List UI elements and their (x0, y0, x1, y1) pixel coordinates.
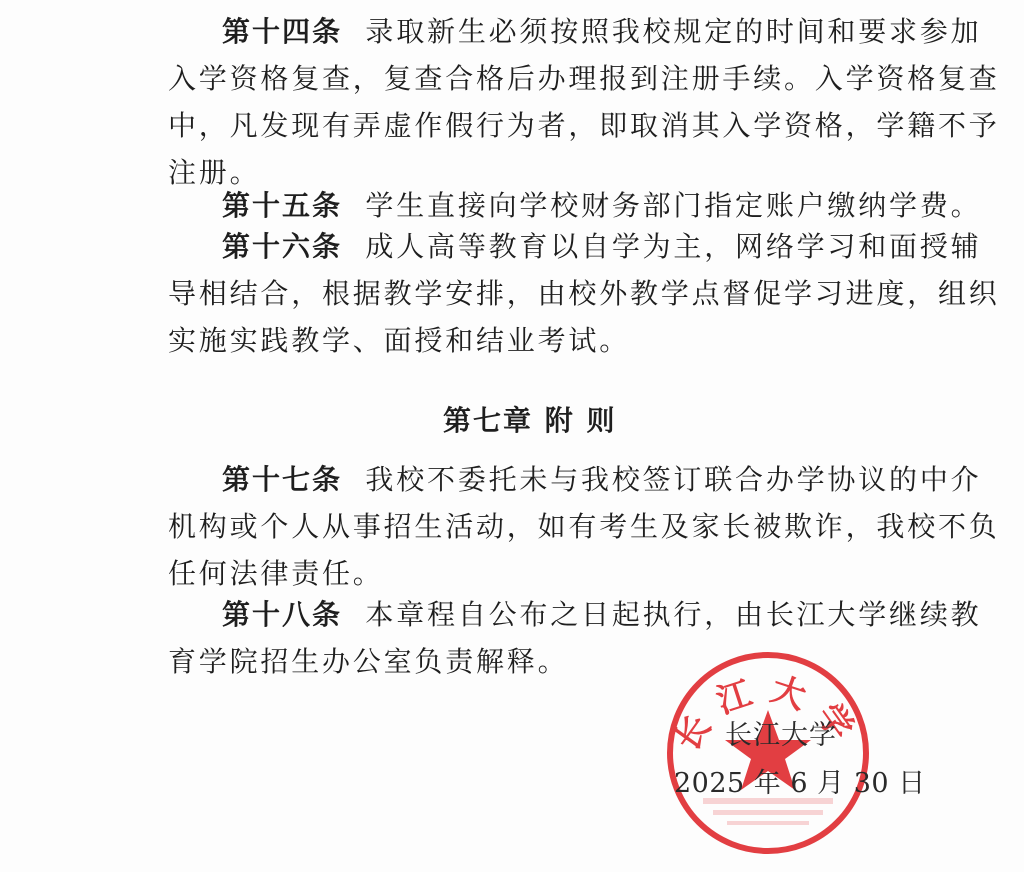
article-18-label: 第十八条 (222, 598, 343, 631)
article-14-line-1 (222, 12, 981, 52)
article-14-line-3: 中，凡发现有弄虚作假行为者，即取消其入学资格，学籍不予 (168, 109, 1000, 142)
article-16-line-3: 实施实践教学、面授和结业考试。 (168, 324, 631, 357)
signature-org: 长江大学 (725, 720, 837, 751)
signature-date: 2025 年 6 月 30 日 (674, 768, 926, 799)
article-16-line-1 (222, 227, 981, 267)
article-18-line-1 (222, 595, 981, 635)
article-14-label: 第十四条 (222, 15, 343, 48)
article-16-label: 第十六条 (222, 230, 343, 263)
article-17-label: 第十七条 (222, 463, 343, 496)
article-14-line-2: 入学资格复查，复查合格后办理报到注册手续。入学资格复查 (168, 62, 1000, 95)
article-14-line-4: 注册。 (168, 156, 261, 189)
article-14-text-1: 录取新生必须按照我校规定的时间和要求参加 (365, 15, 982, 48)
article-16-line-2: 导相结合，根据教学安排，由校外教学点督促学习进度，组织 (168, 277, 1000, 310)
article-17-line-1 (222, 460, 981, 500)
article-15-line-1 (222, 186, 981, 226)
article-18-text-1: 本章程自公布之日起执行，由长江大学继续教 (365, 598, 982, 631)
article-17-line-2: 机构或个人从事招生活动，如有考生及家长被欺诈，我校不负 (168, 510, 1000, 543)
seal-arc-text: 长江大学 (667, 669, 869, 759)
article-16-text-1: 成人高等教育以自学为主，网络学习和面授辅 (365, 230, 982, 263)
article-15-label: 第十五条 (222, 189, 343, 222)
article-17-line-3: 任何法律责任。 (168, 557, 384, 590)
chapter-title: 第七章 附 则 (443, 404, 617, 437)
article-15-text-1: 学生直接向学校财务部门指定账户缴纳学费。 (365, 189, 982, 222)
article-17-text-1: 我校不委托未与我校签订联合办学协议的中介 (365, 463, 982, 496)
article-18-line-2: 育学院招生办公室负责解释。 (168, 645, 569, 678)
